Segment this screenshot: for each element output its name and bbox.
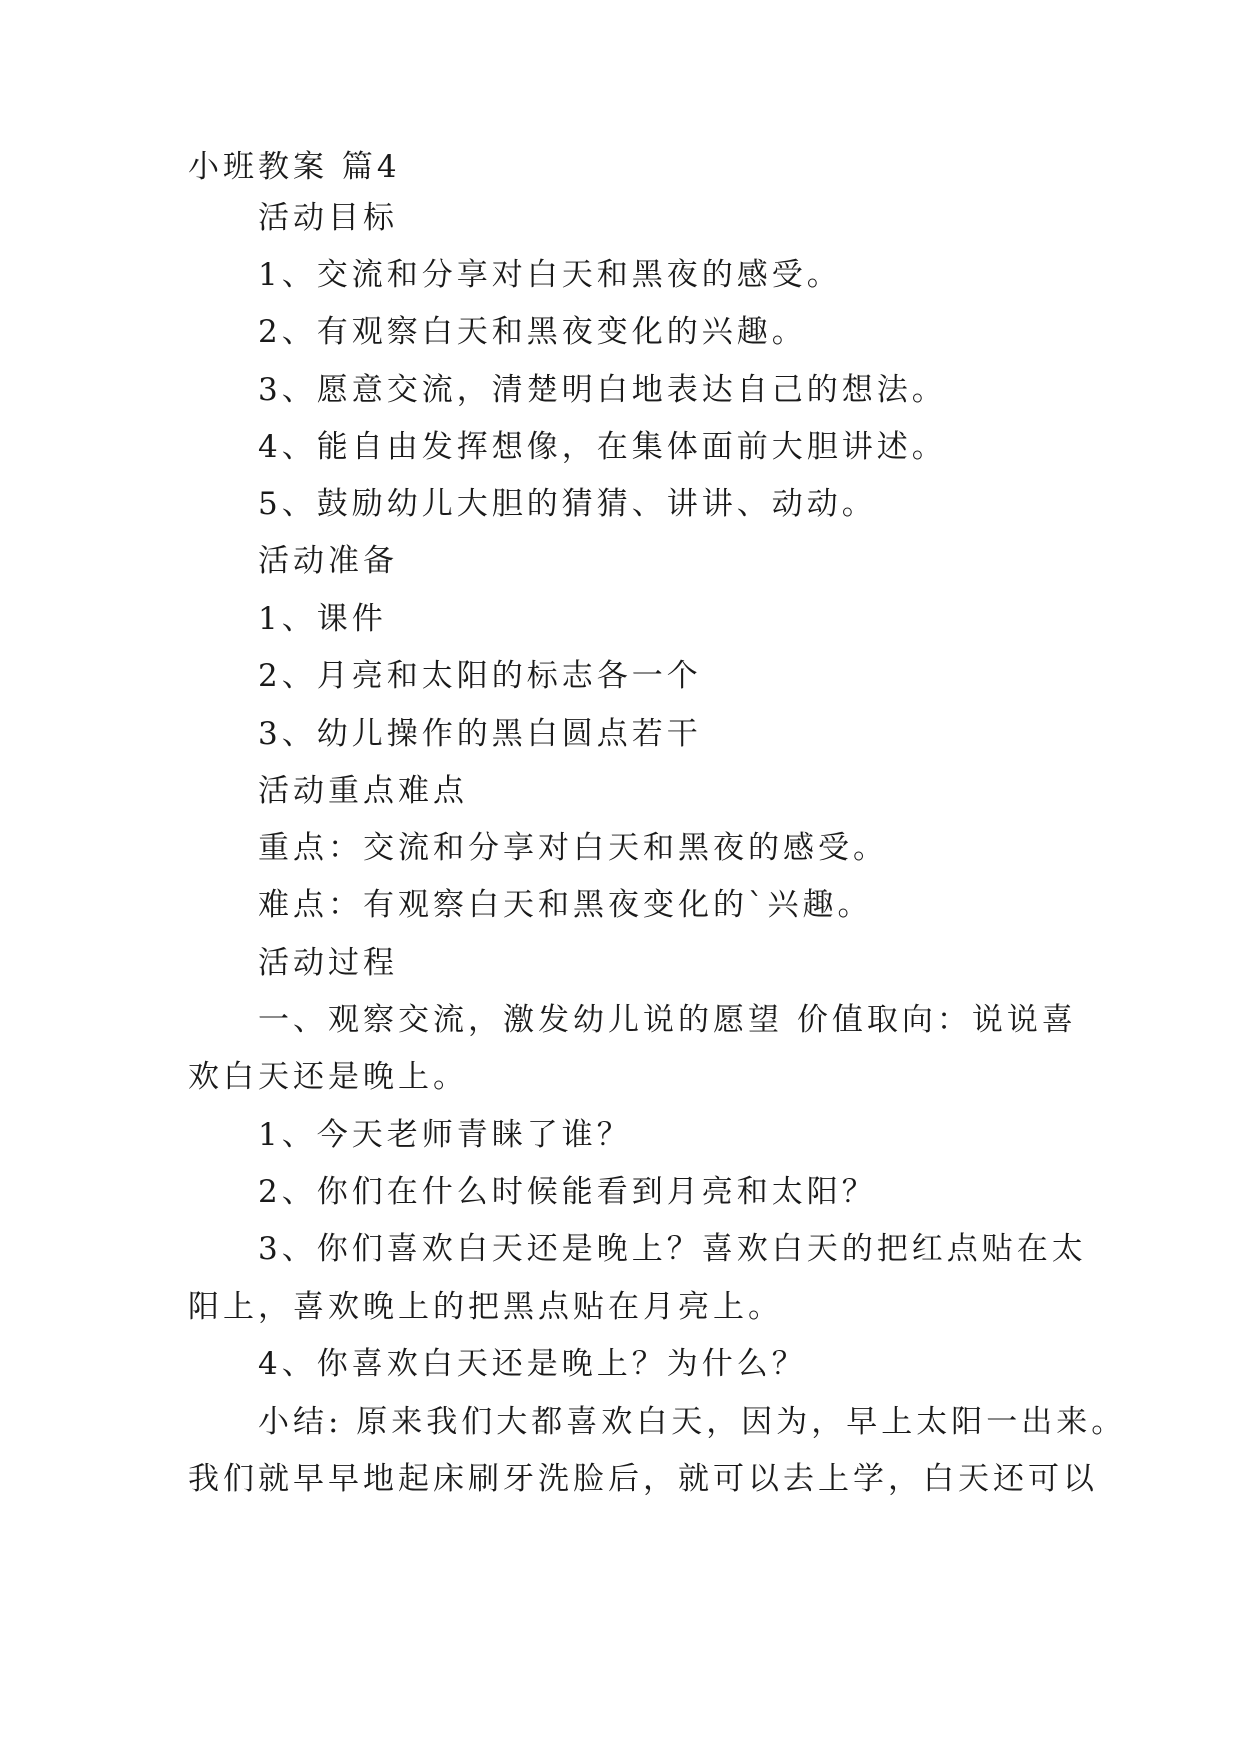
preparation-item-3: 3、幼儿操作的黑白圆点若干 <box>258 716 702 752</box>
goal-item-3: 3、愿意交流，清楚明白地表达自己的想法。 <box>258 372 947 408</box>
preparation-item-2: 2、月亮和太阳的标志各一个 <box>258 658 702 694</box>
preparation-item-1: 1、课件 <box>258 601 387 637</box>
goal-item-2: 2、有观察白天和黑夜变化的兴趣。 <box>258 314 807 350</box>
goal-item-5: 5、鼓励幼儿大胆的猜猜、讲讲、动动。 <box>258 486 877 522</box>
goal-item-4: 4、能自由发挥想像，在集体面前大胆讲述。 <box>258 429 947 465</box>
process-question-3-line-1: 3、你们喜欢白天还是晚上？喜欢白天的把红点贴在太 <box>258 1231 1087 1267</box>
process-question-4: 4、你喜欢白天还是晚上？为什么？ <box>258 1346 807 1382</box>
goal-item-1: 1、交流和分享对白天和黑夜的感受。 <box>258 257 842 293</box>
summary-line-2: 我们就早早地起床刷牙洗脸后，就可以去上学，白天还可以 <box>188 1461 1098 1497</box>
key-point-difficulty: 难点：有观察白天和黑夜变化的`兴趣。 <box>258 887 873 923</box>
process-step-1-line-1: 一、观察交流，激发幼儿说的愿望 价值取向：说说喜 <box>258 1002 1077 1038</box>
process-question-1: 1、今天老师青睐了谁？ <box>258 1117 632 1153</box>
process-question-3-line-2: 阳上，喜欢晚上的把黑点贴在月亮上。 <box>188 1289 783 1325</box>
process-step-1-line-2: 欢白天还是晚上。 <box>188 1059 468 1095</box>
document-title: 小班教案 篇4 <box>188 149 401 185</box>
summary-line-1: 小结: 原来我们大都喜欢白天，因为，早上太阳一出来。 <box>258 1404 1127 1440</box>
section-heading-goals: 活动目标 <box>258 200 398 236</box>
section-heading-key-points: 活动重点难点 <box>258 773 468 809</box>
key-point-focus: 重点：交流和分享对白天和黑夜的感受。 <box>258 830 888 866</box>
section-heading-process: 活动过程 <box>258 945 398 981</box>
process-question-2: 2、你们在什么时候能看到月亮和太阳？ <box>258 1174 877 1210</box>
section-heading-preparation: 活动准备 <box>258 543 398 579</box>
